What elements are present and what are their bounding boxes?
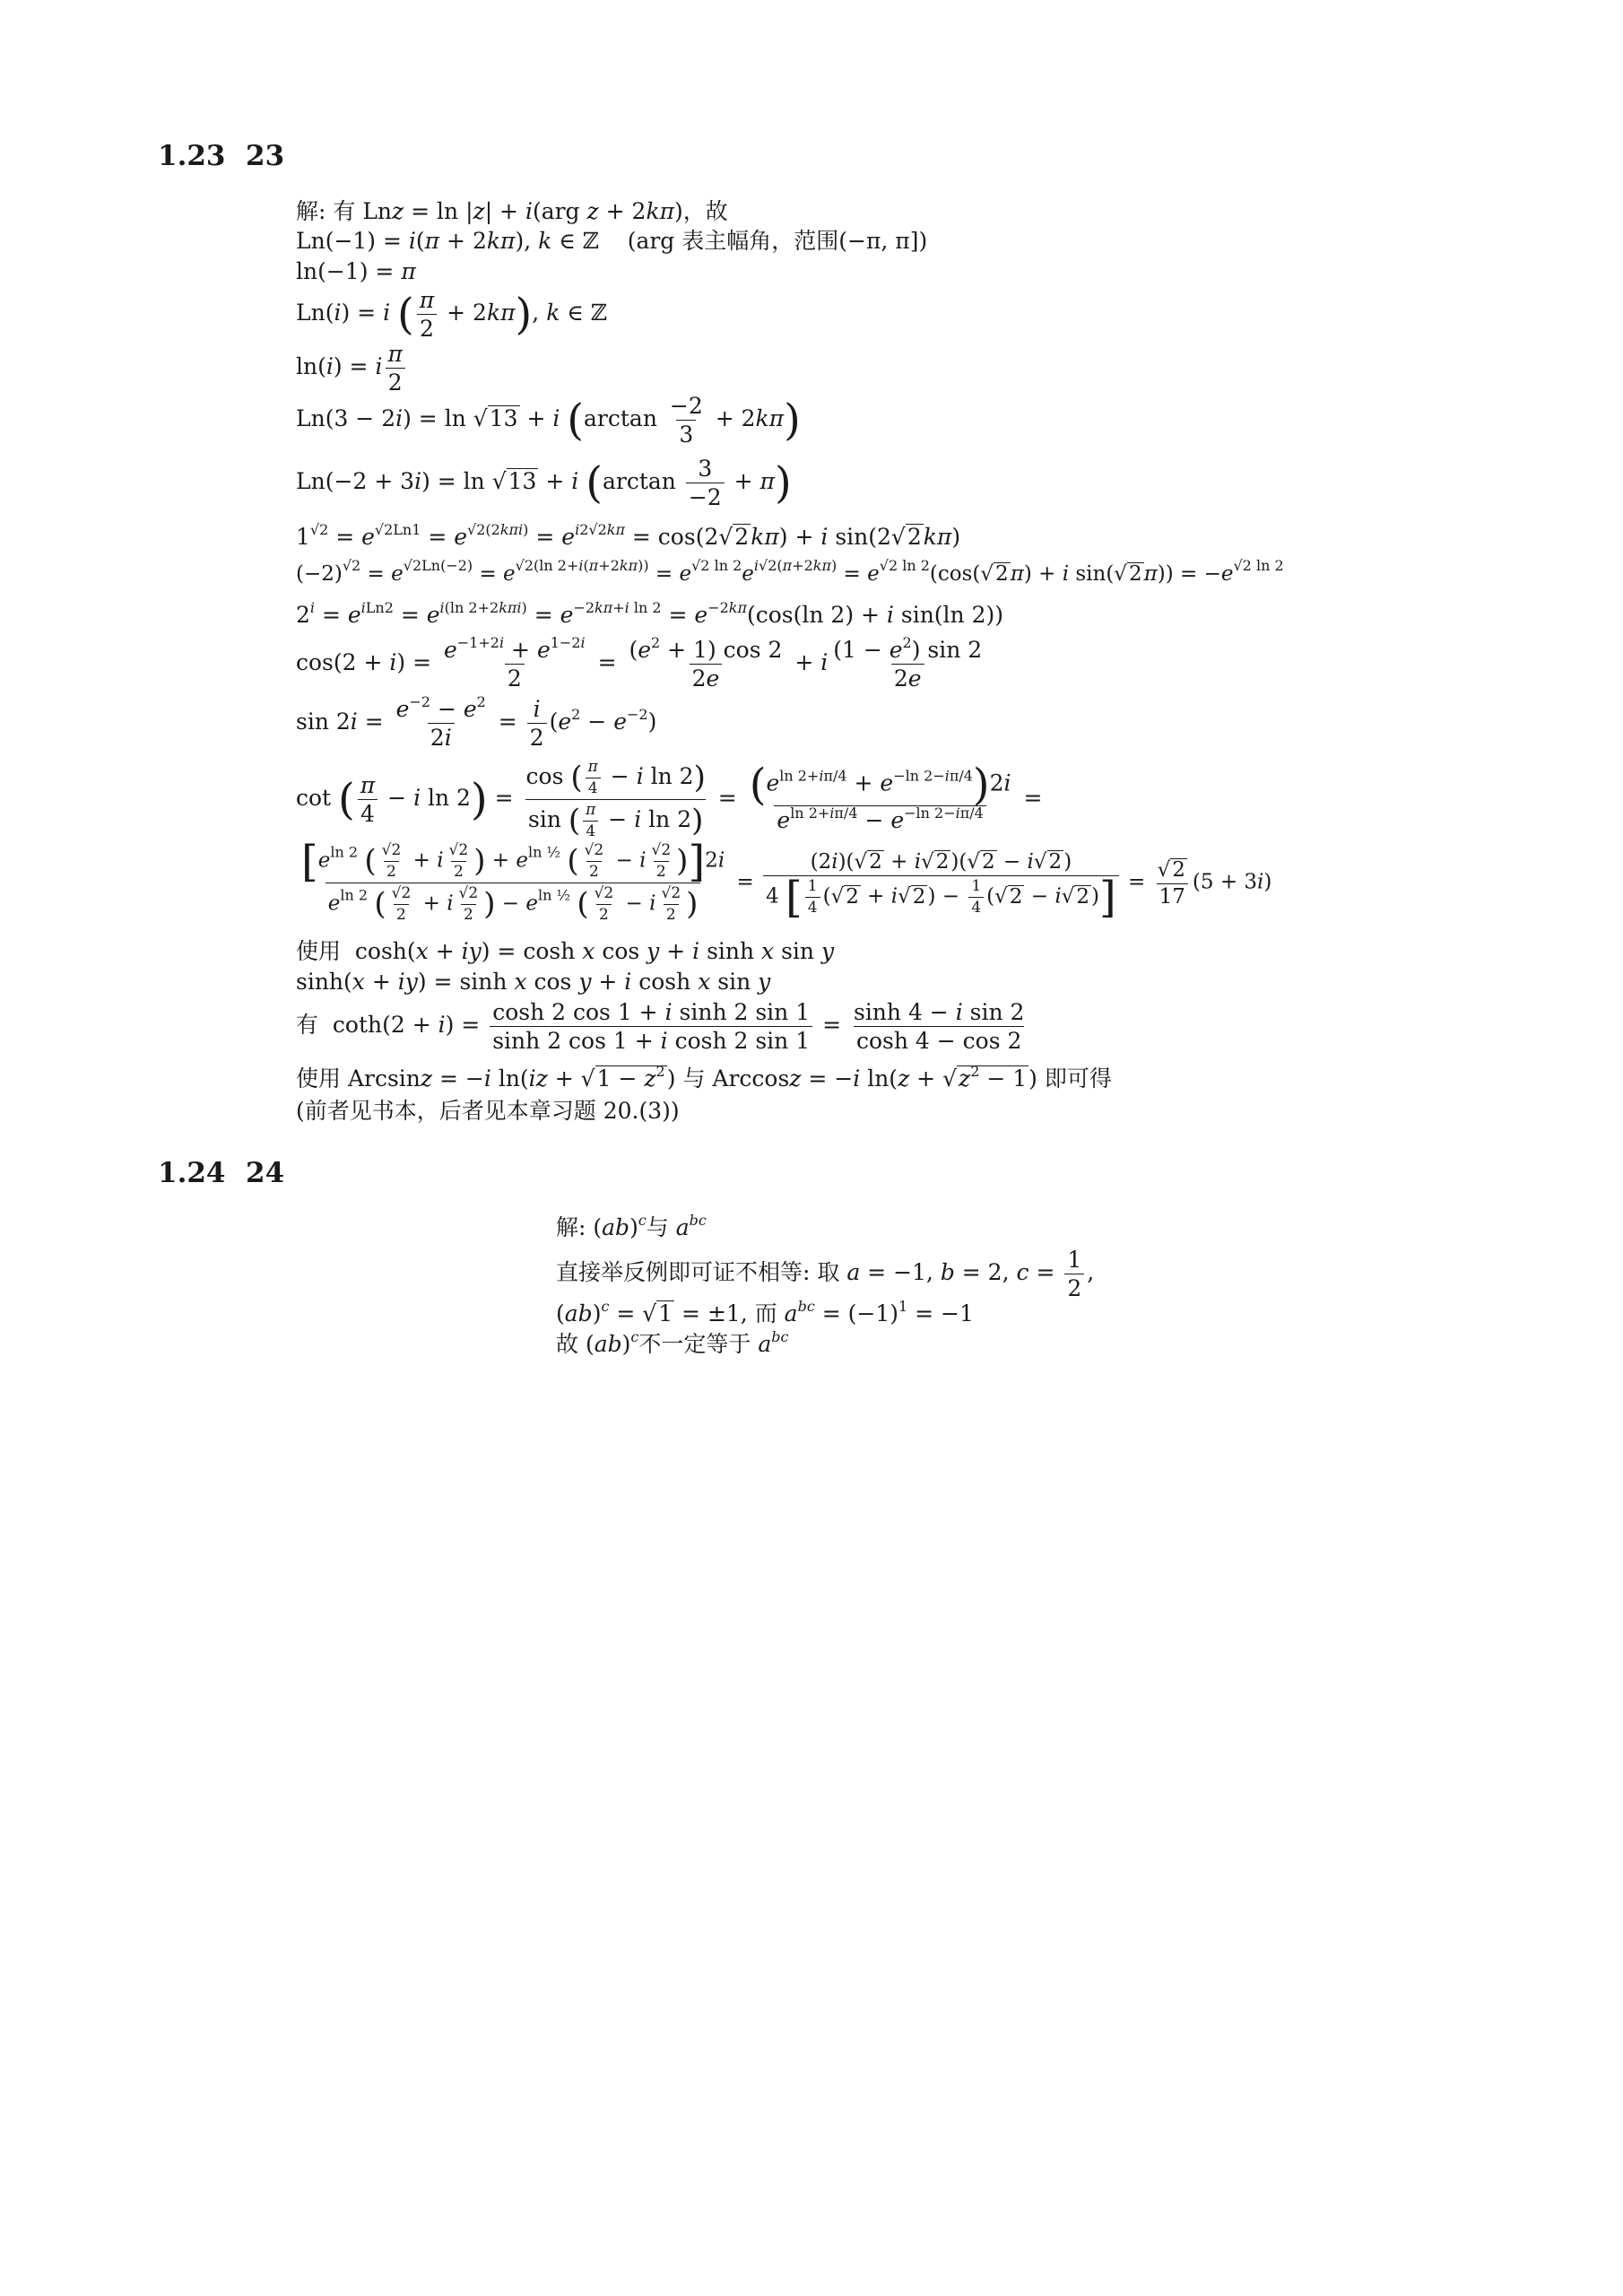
line-ln-minus-1-general: Ln(−1) = i(π + 2kπ), k ∈ ℤ (arg 表主幅角，范围(−π, π]) bbox=[296, 228, 928, 254]
line-sinh: sinh(x + iy) = sinh x cos y + i cosh x sin y bbox=[296, 969, 771, 995]
use-label: 使用 bbox=[296, 938, 342, 964]
intro-24: 解: bbox=[556, 1214, 586, 1240]
line-minus2-power-sqrt2: $(-2)^{√2} = e^{√2Ln(-2)} = e^{√2(ln 2+i(\pi+2k\pi))} = e^{√2 ln 2}e^{i√2(\pi+2k\pi)} = e^{√2 ln 2}(\cos(√2\pi) + i$ $\sin(√2\pi)) = -e^{√2 ln 2}$ bbox=[296, 557, 1284, 586]
line-24-counterexample: 直接举反例即可证不相等: 取 a = −1, b = 2, c = $\frac{1}{2}$ , bbox=[556, 1247, 1095, 1301]
line-24-values: (ab)$^c$ = √1 = ±1, 而 $a^{bc} = (-1)^1 = -1$ bbox=[556, 1298, 974, 1326]
therefore-prefix: 故 bbox=[556, 1331, 579, 1357]
line-ln-minus-1-principal: ln(−1) = π bbox=[296, 258, 416, 284]
line-one-power-sqrt2: $1^{√2} = e^{√2Ln1} = e^{√2(2k\pi i)} = e^{i2√2k\pi} = \cos(2√2k\pi) + i$ sin(2√2kπ) bbox=[296, 521, 961, 550]
arg-note: (arg 表主幅角，范围(−π, π]) bbox=[627, 228, 928, 254]
section-title: 24 bbox=[246, 1157, 285, 1189]
line-ln-i-principal: ln(i) = i $\frac{\pi}{2}$ bbox=[296, 343, 408, 394]
but-label: 而 bbox=[754, 1300, 777, 1326]
line-24-intro: 解: (ab)$^c$与 $a^{bc}$ bbox=[556, 1212, 707, 1240]
and-label: 与 bbox=[682, 1065, 706, 1091]
direct-text: 直接举反例即可证不相等: 取 bbox=[556, 1259, 840, 1285]
line-cos-2-plus-i: cos(2 + i) = $\frac{e^{-1+2i} + e^{1-2i}}{2}$ = $\frac{(e^2 + 1) \cos 2}{2e}$ + i $\frac{(1 - e^2) \sin 2}{2e}$ bbox=[296, 634, 983, 691]
line-ln-3-minus-2i: Ln(3 − 2i) = ln √13 + i (arctan $\frac{-2}{3}$ + 2kπ) bbox=[296, 393, 801, 448]
section-number: 1.23 bbox=[158, 140, 226, 172]
line-ln-i-general: Ln(i) = i ( $\frac{\pi}{2}$ + 2kπ), k ∈ ℤ bbox=[296, 287, 607, 342]
section-number: 1.24 bbox=[158, 1157, 226, 1189]
line-ref-note: (前者见书本，后者见本章习题 20.(3)) bbox=[296, 1098, 680, 1124]
section-heading-1-24 bbox=[158, 1157, 284, 1189]
section-heading-1-23 bbox=[158, 140, 284, 172]
intro-prefix: 解: 有 bbox=[296, 198, 356, 224]
line-ln-minus-2-plus-3i: Ln(−2 + 3i) = ln √13 + i (arctan $\frac{3}{-2}$ + π) bbox=[296, 456, 792, 510]
use-label-2: 使用 bbox=[296, 1065, 342, 1091]
therefore-suffix: 不一定等于 bbox=[638, 1331, 751, 1357]
line-arcsin-arccos: 使用 Arcsinz = −i $\ln(iz + √1 - z^2)$ 与 Arccosz = −i $\ln(z + √z^2 - 1)$ 即可得 bbox=[296, 1063, 1112, 1091]
line-intro: 解: 有 Lnz = ln |z| + i(arg z + 2kπ)，故 bbox=[296, 198, 728, 224]
line-use-cosh: 使用 cosh(x + iy) = cosh x cos y + i sinh x sin y bbox=[296, 938, 835, 964]
line-sin-2i: sin 2i = $\frac{e^{-2} - e^2}{2i}$ = $\frac{i}{2}$ $(e^2 - e^{-2})$ bbox=[296, 693, 657, 751]
then-label: 即可得 bbox=[1044, 1065, 1112, 1091]
and-label-24: 与 bbox=[646, 1214, 669, 1240]
line-two-power-i: $2^i = e^{iLn2} = e^{i(ln 2+2k\pi i)} = e^{-2k\pi+i ln 2} = e^{-2k\pi}(\cos(\ln$ 2) + i sin(ln 2)) bbox=[296, 599, 1004, 628]
line-coth: 有 coth(2 + i) = $\frac{\text{cosh 2 cos 1 + i sinh 2 sin 1}}{\text{sinh 2 cos 1 + i cosh 2 sin 1}}$ = $\frac{\text{sinh 4 − i sin 2}}{\cosh 4 - \cos 2}$ bbox=[296, 999, 1025, 1054]
intro-suffix: ，故 bbox=[682, 198, 728, 224]
line-cot-part2: [$e^{ln 2}$ ( $\frac{√2}{2}$ + i $\frac{√2}{2}$ ) + $e^{ln \frac{1}{2}}$ ( $\frac{√2}{2}$ − i $\frac{√2}{2}$ )]2i $e^{ln 2}$ ( $\frac{√2}{2}$ + i $\frac{√2}{2}$ ) − $e^{ln \frac{1}{2}}$ ( $\frac{√2}{2}$ − i $\frac{√2}{2}$ ) = (2i)(√2 + i√2)(√2 − i√2) 4 [ $\frac{1}{4}$ (√2 + i√2) − $\frac{1}{4}$ (√2 − i√2)] = $\frac{√2}{17}$ (5 + 3i) bbox=[301, 836, 1272, 924]
line-cot-part1: cot ( $\frac{\pi}{4}$ − i ln 2) = cos ( $\frac{\pi}{4}$ − i ln 2) sin ( $\frac{\pi}{4}$ − i ln 2) = $\frac{(e^{ln 2+i\pi/4} + e^{-ln 2-i\pi/4})2i}{e^{ln 2+i\pi/4} - e^{-ln 2-i\pi/4}}$ = bbox=[296, 758, 1043, 840]
have-label: 有 bbox=[296, 1012, 319, 1038]
line-24-conclusion: 故 (ab)$^c$不一定等于 $a^{bc}$ bbox=[556, 1328, 789, 1357]
section-title: 23 bbox=[246, 140, 285, 172]
